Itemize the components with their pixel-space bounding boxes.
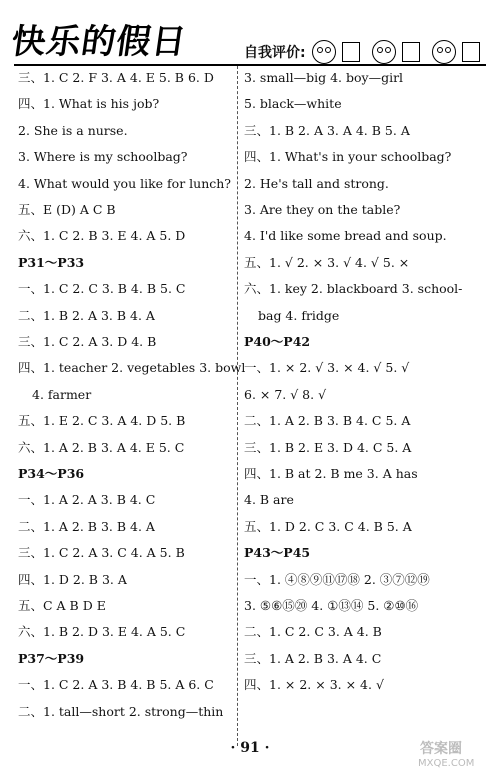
- answer-line: 3. Are they on the table?: [244, 202, 401, 217]
- neutral-face-icon: [372, 40, 396, 64]
- answer-line: 4. I'd like some bread and soup.: [244, 228, 447, 244]
- page-header: [0, 0, 500, 70]
- answer-line: 五、1. E 2. C 3. A 4. D 5. B: [18, 413, 186, 429]
- answer-line: 四、1. × 2. × 3. × 4. √: [244, 677, 384, 693]
- answer-line: 3. Where is my schoolbag?: [18, 149, 188, 165]
- answer-line: 三、1. A 2. B 3. A 4. C: [244, 650, 382, 666]
- answer-line: 五、1. D 2. C 3. C 4. B 5. A: [244, 518, 412, 534]
- rating-box-3[interactable]: [462, 42, 480, 62]
- answer-line: 3. ⑤⑥⑮⑳ 4. ①⑬⑭ 5. ②⑩⑯: [244, 598, 419, 613]
- answer-line: 二、1. tall—short 2. strong—thin: [18, 703, 224, 719]
- section-heading: P34～P36: [18, 466, 85, 481]
- section-heading: P43～P45: [244, 545, 311, 561]
- answer-line: 二、1. C 2. C 3. A 4. B: [244, 624, 382, 640]
- rating-box-2[interactable]: [402, 42, 420, 62]
- sad-face-icon: [432, 40, 456, 64]
- section-heading: P40～P42: [244, 334, 311, 349]
- answer-line: 三、1. C 2. A 3. C 4. A 5. B: [18, 545, 185, 561]
- answer-line: 二、1. A 2. B 3. B 4. A: [18, 518, 155, 534]
- answer-line: 三、1. B 2. E 3. D 4. C 5. A: [244, 439, 412, 455]
- page-number: · 91 ·: [230, 740, 270, 756]
- answer-line: 一、1. C 2. A 3. B 4. B 5. A 6. C: [18, 677, 214, 693]
- answer-line: 4. What would you like for lunch?: [18, 175, 232, 191]
- answer-line: 五、E (D) A C B: [18, 202, 116, 217]
- answer-line: 六、1. C 2. B 3. E 4. A 5. D: [18, 228, 186, 244]
- answer-line: 4. B are: [244, 492, 294, 508]
- self-rating: [244, 40, 486, 64]
- answer-line: 一、1. × 2. √ 3. × 4. √ 5. √: [244, 360, 410, 376]
- answer-line: 2. She is a nurse.: [18, 122, 128, 138]
- answer-line: 二、1. A 2. B 3. B 4. C 5. A: [244, 413, 411, 429]
- answer-line: 6. × 7. √ 8. √: [244, 386, 327, 402]
- smile-face-icon: [312, 40, 336, 64]
- answer-line: 五、1. √ 2. × 3. √ 4. √ 5. ×: [244, 254, 410, 270]
- answer-line: 5. black—white: [244, 96, 342, 112]
- answer-line: 一、1. C 2. C 3. B 4. B 5. C: [18, 281, 186, 297]
- answer-line: 六、1. key 2. blackboard 3. school-: [244, 281, 463, 297]
- answer-line: 2. He's tall and strong.: [244, 175, 389, 191]
- answer-line: 四、1. B at 2. B me 3. A has: [244, 466, 418, 481]
- answer-line: 六、1. A 2. B 3. A 4. E 5. C: [18, 439, 185, 455]
- answer-line: 五、C A B D E: [18, 598, 106, 613]
- answer-line: 四、1. What's in your schoolbag?: [244, 149, 452, 165]
- column-divider: [237, 66, 238, 746]
- answer-line: 4. farmer: [32, 386, 92, 402]
- logo: 快乐的假日: [8, 22, 190, 62]
- answer-line: 一、1. A 2. A 3. B 4. C: [18, 492, 156, 508]
- answer-line: 四、1. What is his job?: [18, 96, 160, 112]
- watermark-logo: 答案圈: [420, 741, 462, 757]
- rating-label: 自我评价:: [244, 45, 306, 61]
- section-heading: P37～P39: [18, 650, 85, 666]
- answer-line: 3. small—big 4. boy—girl: [244, 70, 404, 85]
- answer-line: 一、1. ④⑧⑨⑪⑰⑱ 2. ③⑦⑫⑲: [244, 571, 430, 587]
- header-rule: [14, 64, 486, 66]
- answer-line: 三、1. B 2. A 3. A 4. B 5. A: [244, 122, 410, 138]
- answer-line: 二、1. B 2. A 3. B 4. A: [18, 307, 155, 323]
- section-heading: P31～P33: [18, 254, 85, 270]
- rating-box-1[interactable]: [342, 42, 360, 62]
- answer-line: 四、1. teacher 2. vegetables 3. bowl: [18, 360, 246, 376]
- answer-line: 三、1. C 2. A 3. D 4. B: [18, 334, 157, 349]
- answer-line: 四、1. D 2. B 3. A: [18, 571, 127, 587]
- answer-line: 六、1. B 2. D 3. E 4. A 5. C: [18, 624, 186, 640]
- answer-line: bag 4. fridge: [258, 307, 340, 323]
- answer-line: 三、1. C 2. F 3. A 4. E 5. B 6. D: [18, 70, 214, 85]
- watermark-url: MXQE.COM: [418, 758, 475, 769]
